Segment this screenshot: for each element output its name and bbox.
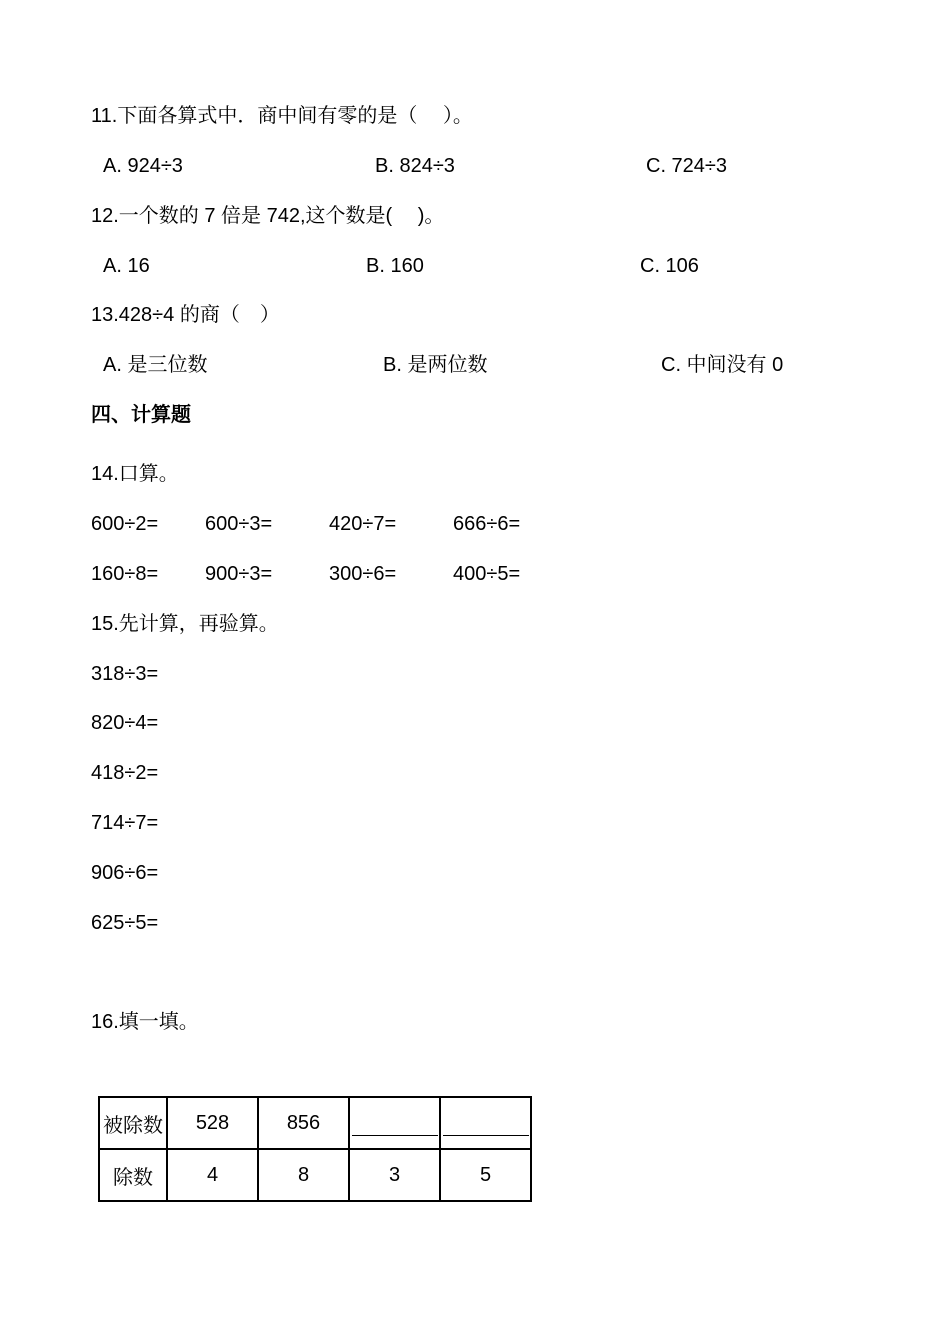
answer-blank[interactable]	[443, 1115, 529, 1136]
q16-question: 16.填一填。	[91, 1011, 199, 1033]
q13-option-a: A. 是三位数	[103, 354, 208, 376]
q13-option-c: C. 中间没有 0	[661, 354, 784, 376]
dividend-label: 被除数	[99, 1097, 167, 1149]
q12-option-a: A. 16	[103, 255, 150, 277]
answer-blank[interactable]	[352, 1115, 438, 1136]
table-row	[99, 1097, 531, 1149]
q15-item: 318÷3=	[91, 663, 159, 685]
q12-question: 12.一个数的 7 倍是 742,这个数是( )。	[91, 205, 445, 227]
divisor-label: 除数	[99, 1149, 167, 1201]
dividend-cell: 856	[258, 1097, 349, 1149]
q14-row2-item: 400÷5=	[453, 563, 521, 585]
q15-item: 714÷7=	[91, 812, 159, 834]
divisor-cell: 5	[440, 1149, 531, 1201]
divisor-cell: 3	[349, 1149, 440, 1201]
dividend-blank-cell[interactable]	[349, 1097, 440, 1149]
q14-row1-item: 600÷3=	[205, 513, 273, 535]
q12-option-b: B. 160	[366, 255, 424, 277]
table-row	[99, 1149, 531, 1201]
q15-item: 418÷2=	[91, 762, 159, 784]
division-table	[98, 1096, 532, 1202]
q15-item: 906÷6=	[91, 862, 159, 884]
q11-option-b: B. 824÷3	[375, 155, 455, 177]
q14-row1-item: 600÷2=	[91, 513, 159, 535]
q11-question: 11.下面各算式中．商中间有零的是（ ）。	[91, 105, 473, 127]
q15-item: 625÷5=	[91, 912, 159, 934]
divisor-cell: 4	[167, 1149, 258, 1201]
q15-item: 820÷4=	[91, 712, 159, 734]
q14-question: 14.口算。	[91, 463, 179, 485]
q14-row2-item: 300÷6=	[329, 563, 397, 585]
q13-question: 13.428÷4 的商（ ）	[91, 304, 280, 326]
dividend-blank-cell[interactable]	[440, 1097, 531, 1149]
q15-question: 15.先计算，再验算。	[91, 613, 279, 635]
q13-option-b: B. 是两位数	[383, 354, 488, 376]
q14-row2-item: 900÷3=	[205, 563, 273, 585]
dividend-cell: 528	[167, 1097, 258, 1149]
q11-option-c: C. 724÷3	[646, 155, 728, 177]
q14-row2-item: 160÷8=	[91, 563, 159, 585]
divisor-cell: 8	[258, 1149, 349, 1201]
q12-option-c: C. 106	[640, 255, 699, 277]
q14-row1-item: 420÷7=	[329, 513, 397, 535]
q11-option-a: A. 924÷3	[103, 155, 183, 177]
section-title: 四、计算题	[91, 404, 191, 426]
q14-row1-item: 666÷6=	[453, 513, 521, 535]
